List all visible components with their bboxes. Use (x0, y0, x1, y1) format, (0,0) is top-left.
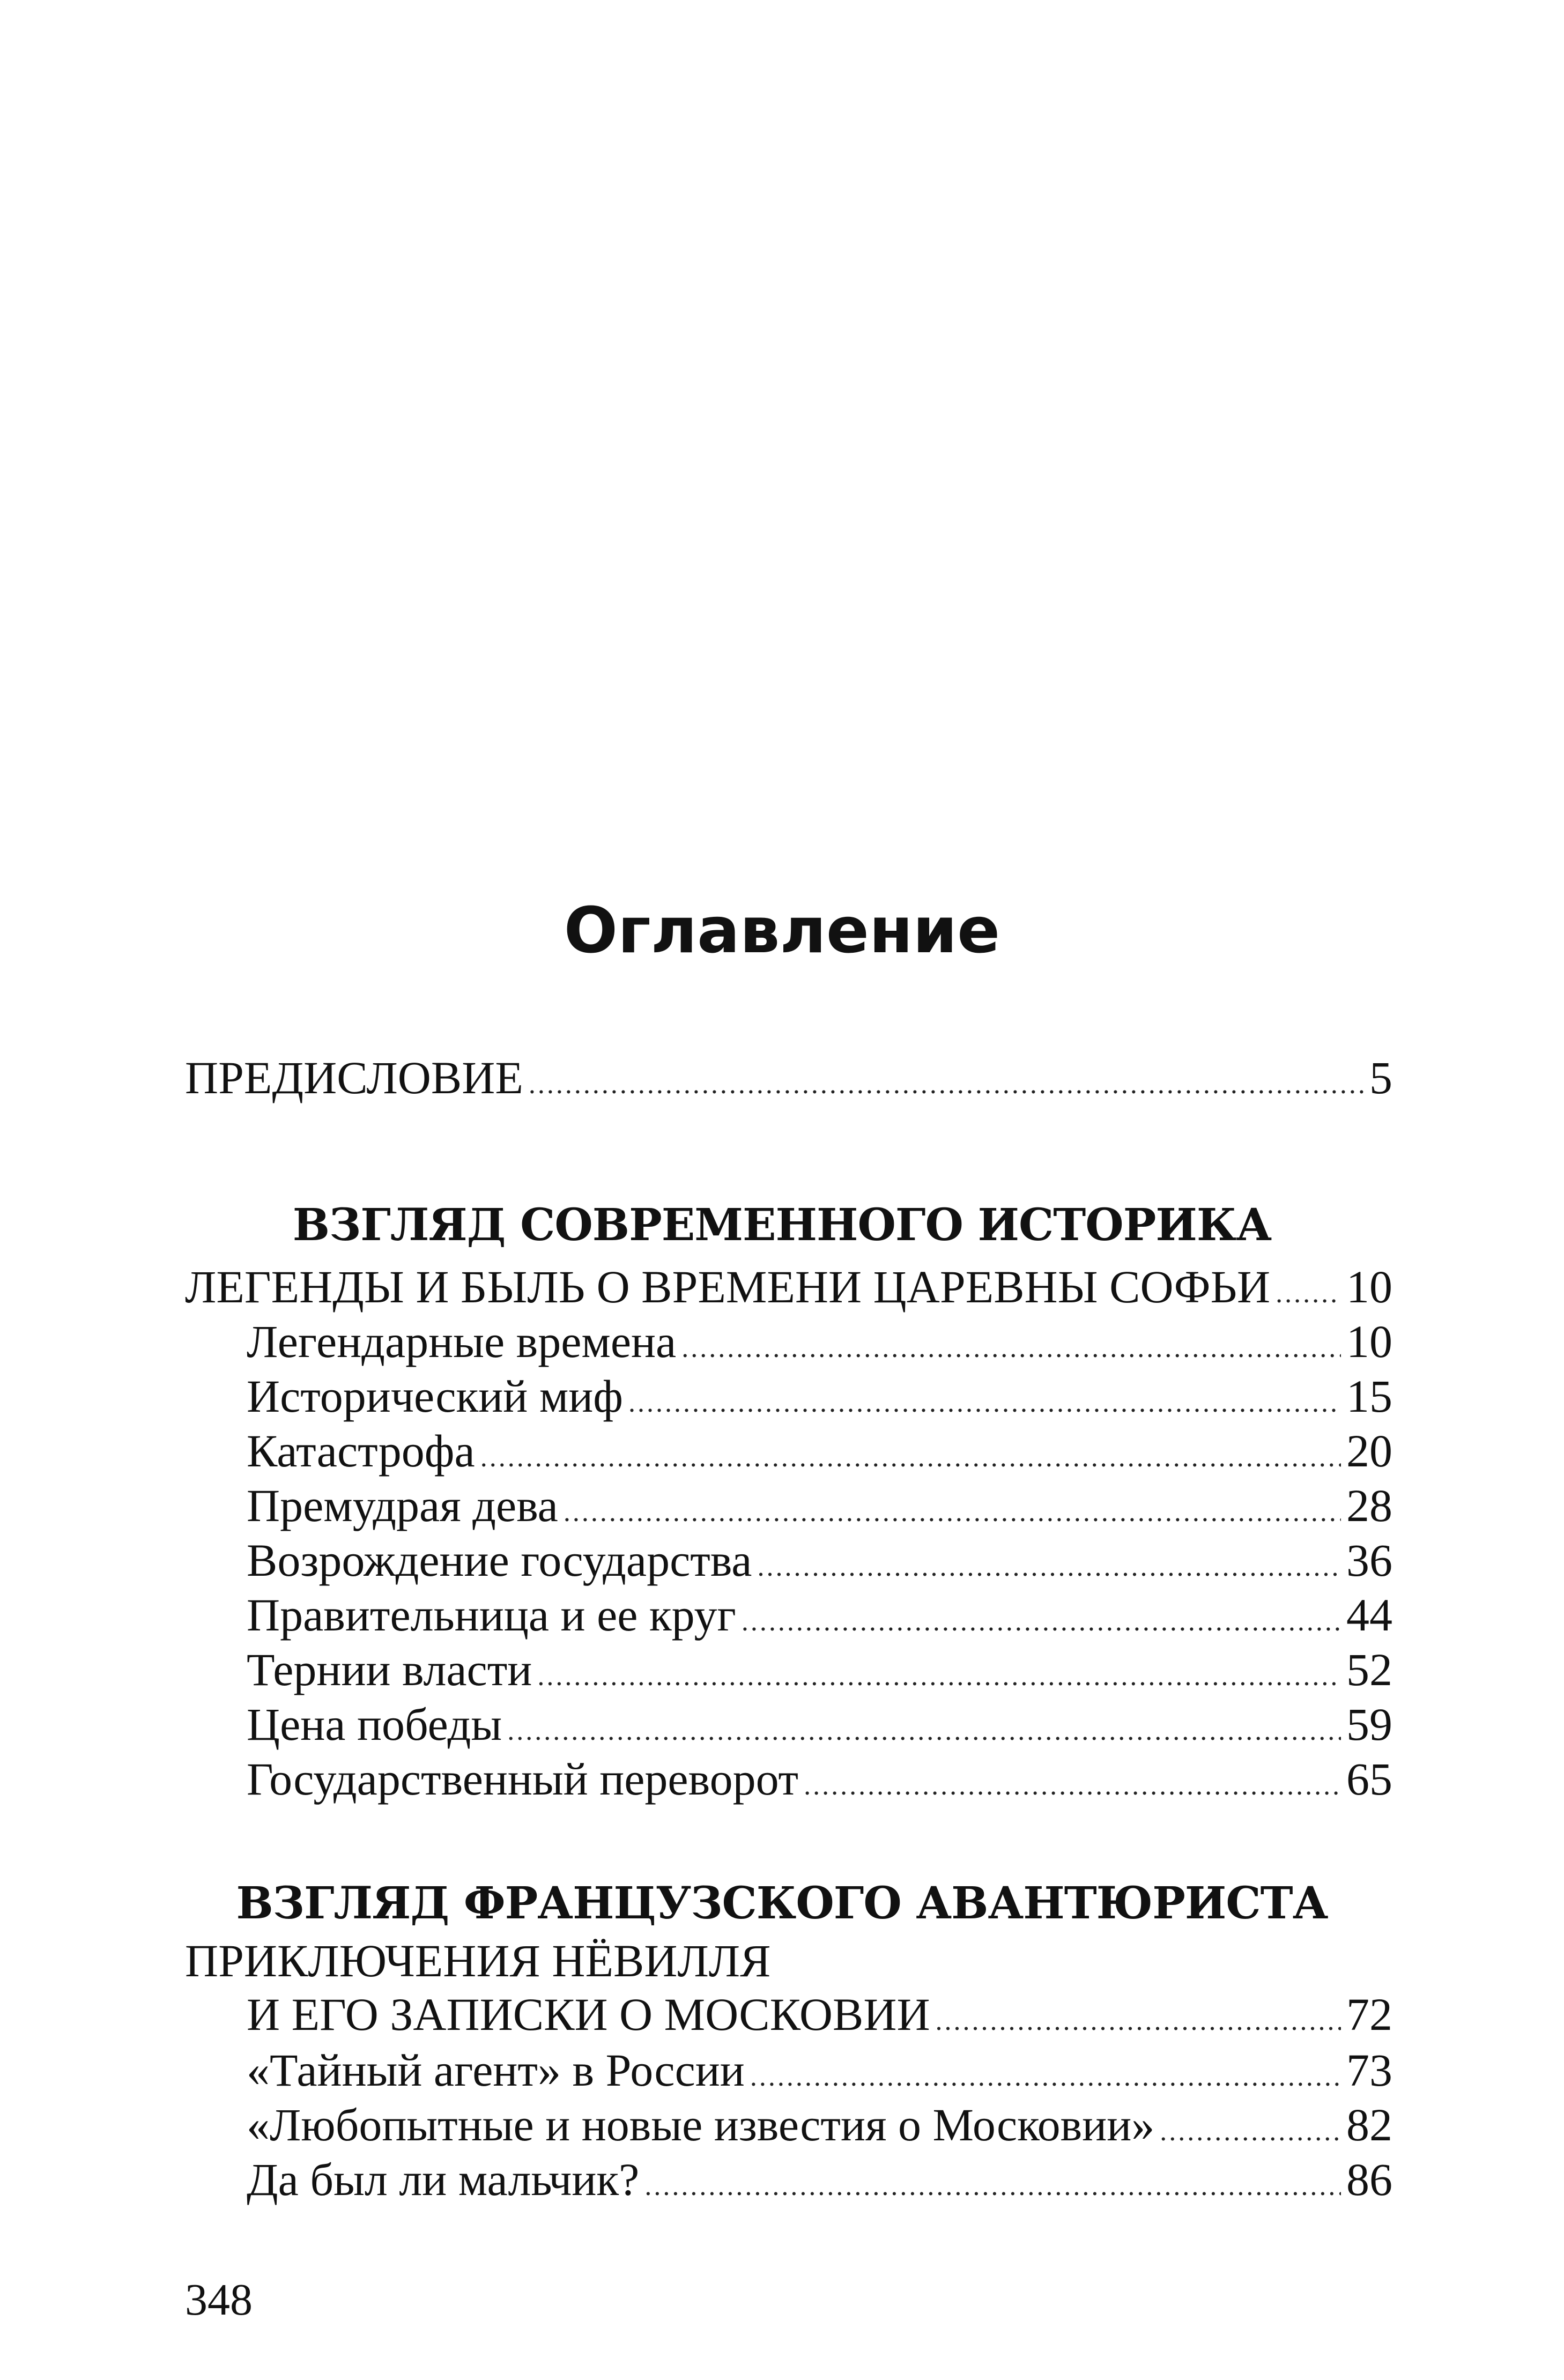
toc-entry (247, 1643, 1392, 1703)
toc-entry-chapter (185, 1260, 1392, 1321)
dot-leader (750, 2050, 1341, 2104)
toc-entry-page: 59 (1346, 1699, 1392, 1750)
toc-entry-label: Возрождение государства (247, 1534, 752, 1586)
dot-leader (529, 1058, 1364, 1111)
toc-entry-page: 52 (1346, 1644, 1392, 1695)
dot-leader (507, 1704, 1341, 1758)
section-heading-adventurer: ВЗГЛЯД ФРАНЦУЗСКОГО АВАНТЮРИСТА (236, 1878, 1328, 1929)
toc-entry-page: 44 (1346, 1589, 1392, 1641)
toc-entry-label: Государственный переворот (247, 1753, 799, 1805)
toc-entry (247, 1588, 1392, 1649)
dot-leader (804, 1759, 1341, 1813)
toc-entry (247, 1315, 1392, 1375)
toc-entry (247, 2098, 1392, 2159)
toc-entry-label: Да был ли мальчик? (247, 2154, 640, 2205)
toc-entry-label: «Тайный агент» в России (247, 2044, 745, 2096)
toc-entry-label: Цена победы (247, 1699, 502, 1750)
toc-entry-page: 10 (1346, 1261, 1392, 1313)
toc-entry-label: ЛЕГЕНДЫ И БЫЛЬ О ВРЕМЕНИ ЦАРЕВНЫ СОФЬИ (185, 1261, 1271, 1313)
toc-entry (247, 1424, 1392, 1485)
section-heading-historian: ВЗГЛЯД СОВРЕМЕННОГО ИСТОРИКА (292, 1199, 1272, 1251)
toc-entry-label: Тернии власти (247, 1644, 532, 1695)
dot-leader (757, 1540, 1341, 1594)
dot-leader (681, 1322, 1341, 1375)
toc-chapter-line: ПРИКЛЮЧЕНИЯ НЁВИЛЛЯ (185, 1935, 771, 1986)
dot-leader (1276, 1267, 1341, 1321)
toc-entry (247, 1752, 1392, 1813)
toc-entry-preface (185, 1051, 1392, 1111)
page-number: 348 (185, 2275, 253, 2325)
toc-entry-page: 36 (1346, 1534, 1392, 1586)
toc-entry-label: Премудрая дева (247, 1480, 558, 1531)
toc-entry-chapter (247, 1988, 1392, 2048)
dot-leader (628, 1376, 1341, 1430)
toc-entry-page: 86 (1346, 2154, 1392, 2205)
toc-entry-page: 65 (1346, 1753, 1392, 1805)
toc-entry-label: Катастрофа (247, 1425, 475, 1477)
toc-entry (247, 1533, 1392, 1594)
dot-leader (742, 1595, 1341, 1649)
toc-entry (247, 1697, 1392, 1758)
toc-entry-label: И ЕГО ЗАПИСКИ О МОСКОВИИ (247, 1989, 930, 2040)
dot-leader (480, 1431, 1341, 1485)
toc-entry-label: «Любопытные и новые известия о Московии» (247, 2099, 1155, 2151)
toc-entry-page: 73 (1346, 2044, 1392, 2096)
toc-entry-label: Легендарные времена (247, 1316, 677, 1367)
toc-entry (247, 2153, 1392, 2213)
toc-entry (247, 2043, 1392, 2104)
toc-entry (247, 1479, 1392, 1539)
toc-entry (247, 1369, 1392, 1430)
toc-entry-page: 10 (1346, 1316, 1392, 1367)
dot-leader (936, 1995, 1341, 2048)
toc-entry-label: Исторический миф (247, 1370, 623, 1422)
toc-title: Оглавление (564, 893, 1000, 967)
dot-leader (1160, 2105, 1341, 2159)
dot-leader (564, 1486, 1341, 1539)
toc-entry-page: 20 (1346, 1425, 1392, 1477)
toc-entry-page: 72 (1346, 1989, 1392, 2040)
toc-entry-page: 5 (1369, 1052, 1392, 1103)
toc-entry-label: Правительница и ее круг (247, 1589, 736, 1641)
toc-entry-page: 15 (1346, 1370, 1392, 1422)
dot-leader (644, 2160, 1341, 2213)
dot-leader (537, 1650, 1341, 1703)
toc-entry-page: 82 (1346, 2099, 1392, 2151)
toc-entry-label: ПРЕДИСЛОВИЕ (185, 1052, 523, 1103)
toc-entry-page: 28 (1346, 1480, 1392, 1531)
